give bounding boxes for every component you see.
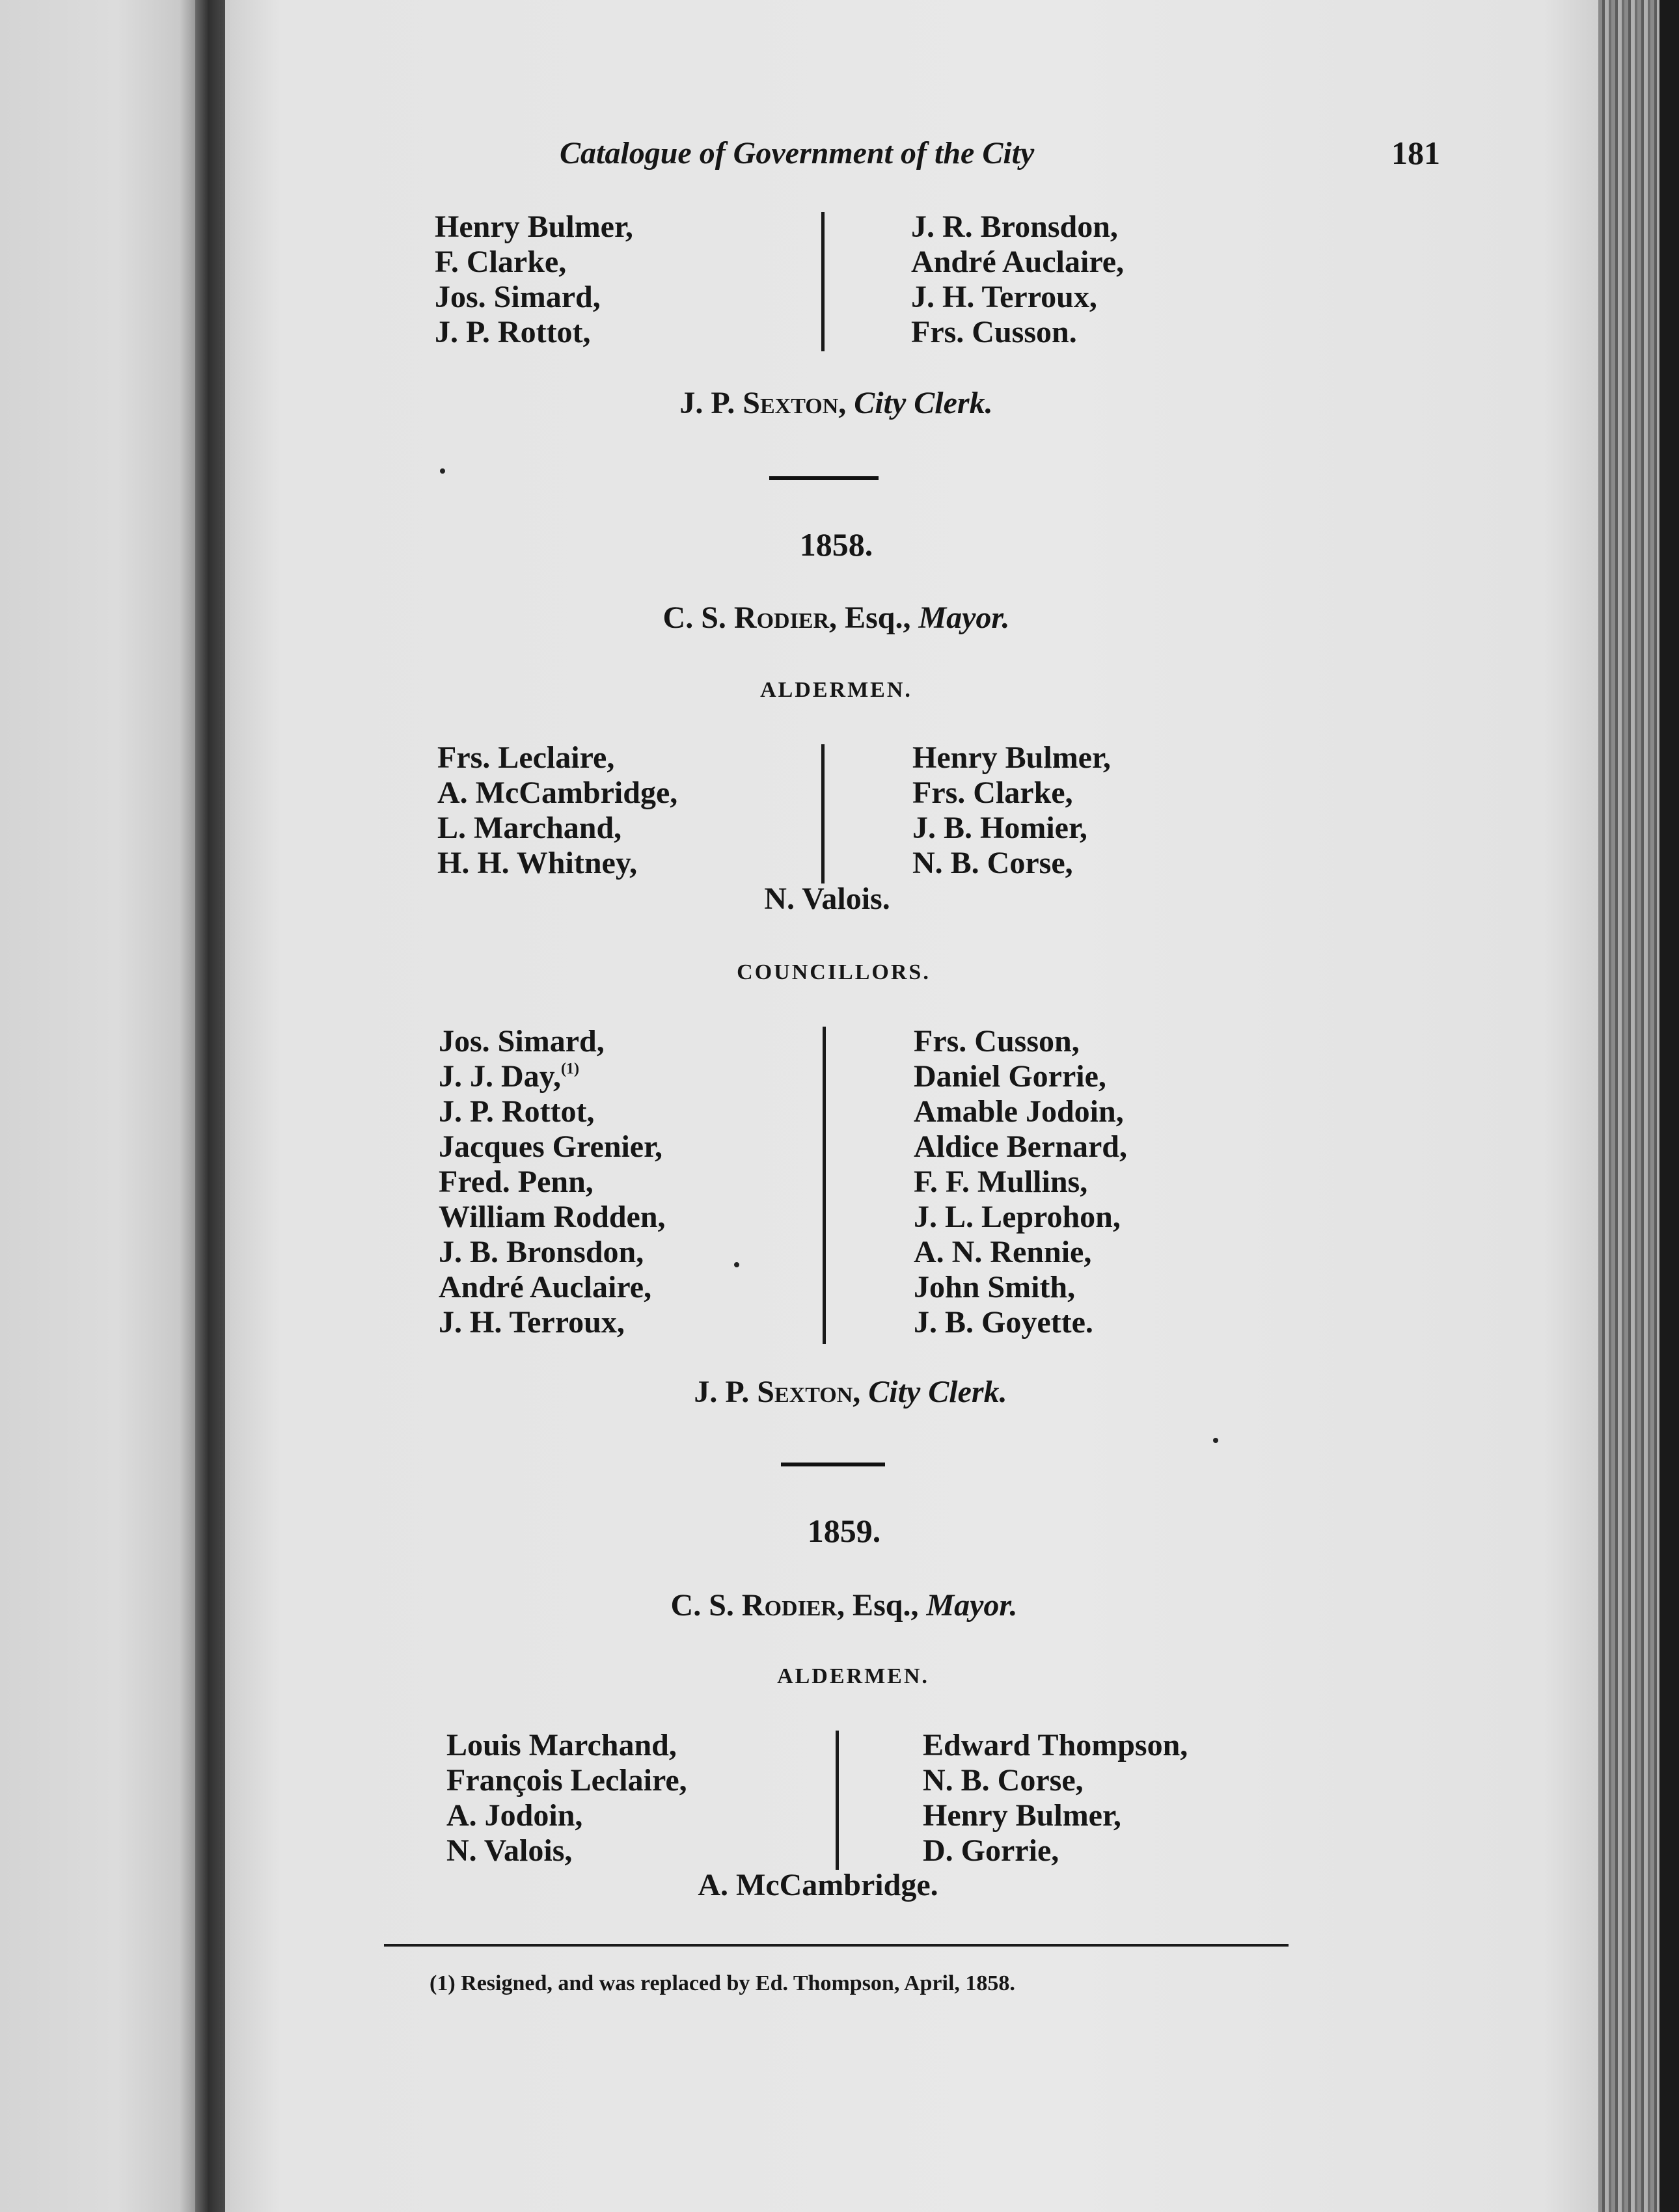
clerk-title: City Clerk.: [868, 1375, 1007, 1409]
name-item: J. H. Terroux,: [439, 1305, 625, 1340]
mayor-title: Mayor.: [926, 1588, 1018, 1623]
name-item: J. B. Homier,: [912, 811, 1087, 845]
year-heading-1858: 1858.: [799, 526, 873, 563]
name-item: Jacques Grenier,: [439, 1129, 662, 1164]
section-divider: [769, 476, 879, 480]
councillors-heading-1858: COUNCILLORS.: [737, 960, 931, 984]
top-left-names: [435, 209, 633, 350]
column-divider: [823, 1027, 826, 1344]
name-item: Jos. Simard,: [439, 1024, 605, 1059]
section-divider: [781, 1463, 885, 1466]
page-edges: [1598, 0, 1679, 2212]
clerk-name: J. P. Sexton,: [694, 1375, 861, 1409]
name-item: John Smith,: [914, 1270, 1076, 1304]
mayor-title: Mayor.: [918, 600, 1010, 635]
mayor-name: C. S. Rodier,: [670, 1588, 845, 1623]
name-item: Frs. Cusson,: [914, 1024, 1080, 1059]
mayor-esq: Esq.,: [853, 1588, 919, 1623]
ink-speck: [734, 1262, 739, 1267]
aldermen-heading-1858: ALDERMEN.: [760, 678, 912, 702]
name-item: J. R. Bronsdon,: [911, 209, 1118, 244]
name-item: L. Marchand,: [437, 811, 622, 845]
column-divider: [821, 212, 825, 351]
column-divider: [821, 744, 825, 883]
column-divider: [836, 1731, 839, 1870]
running-header: Catalogue of Government of the City: [560, 136, 1035, 170]
aldermen-right-1858: [912, 740, 1111, 881]
aldermen-left-1859: [446, 1728, 687, 1868]
aldermen-left-1858: [437, 740, 677, 881]
councillors-left-1858: [439, 1024, 666, 1340]
aldermen-right-1859: [923, 1728, 1188, 1868]
mayor-name: C. S. Rodier,: [662, 600, 838, 635]
ink-speck: [1213, 1438, 1218, 1443]
name-item: William Rodden,: [439, 1200, 666, 1234]
name-item: Frs. Clarke,: [912, 776, 1073, 810]
name-item: J. B. Goyette.: [914, 1305, 1093, 1340]
ink-speck: [440, 468, 445, 474]
name-item: Daniel Gorrie,: [914, 1059, 1106, 1094]
name-item: Frs. Cusson.: [911, 315, 1077, 349]
mayor-line-1858: [150, 600, 1523, 636]
name-item: J. B. Bronsdon,: [439, 1235, 644, 1269]
alderman-extra-1859: A. McCambridge.: [698, 1868, 938, 1902]
clerk-name: J. P. Sexton,: [679, 386, 847, 420]
name-item: N. Valois,: [446, 1833, 573, 1868]
name-item: André Auclaire,: [439, 1270, 652, 1304]
name-item: A. Jodoin,: [446, 1798, 583, 1833]
name-item: Henry Bulmer,: [435, 209, 633, 244]
name-item: J. H. Terroux,: [911, 280, 1097, 314]
name-item: Jos. Simard,: [435, 280, 601, 314]
name-item: Henry Bulmer,: [912, 740, 1111, 775]
name-item: Aldice Bernard,: [914, 1129, 1127, 1164]
name-item: Frs. Leclaire,: [437, 740, 615, 775]
name-item: Amable Jodoin,: [914, 1094, 1124, 1129]
city-clerk-line: [164, 1374, 1537, 1410]
name-item: Louis Marchand,: [446, 1728, 677, 1762]
name-item: J. P. Rottot,: [435, 315, 591, 349]
name-item: François Leclaire,: [446, 1763, 687, 1798]
name-item: F. F. Mullins,: [914, 1165, 1088, 1199]
name-item: André Auclaire,: [911, 245, 1125, 279]
page-number: 181: [1391, 135, 1440, 171]
name-item: H. H. Whitney,: [437, 846, 638, 880]
footnote-rule: [384, 1944, 1289, 1947]
name-item: J. J. Day,$^{(1)}$: [439, 1059, 579, 1094]
councillors-right-1858: [914, 1024, 1127, 1340]
clerk-title: City Clerk.: [854, 386, 993, 420]
name-item: Fred. Penn,: [439, 1165, 594, 1199]
top-right-names: [911, 209, 1124, 350]
mayor-esq: Esq.,: [845, 600, 911, 635]
name-item: J. P. Rottot,: [439, 1094, 595, 1129]
name-item: N. B. Corse,: [923, 1763, 1084, 1798]
aldermen-heading-1859: ALDERMEN.: [777, 1664, 929, 1688]
mayor-line-1859: [157, 1587, 1531, 1623]
name-item: A. N. Rennie,: [914, 1235, 1092, 1269]
city-clerk-line: [150, 385, 1523, 421]
name-item: F. Clarke,: [435, 245, 567, 279]
year-heading-1859: 1859.: [807, 1513, 881, 1549]
name-item: D. Gorrie,: [923, 1833, 1059, 1868]
name-item: J. L. Leprohon,: [914, 1200, 1121, 1234]
footnote-mark: (1): [561, 1060, 579, 1077]
name-item: Henry Bulmer,: [923, 1798, 1121, 1833]
name-item: Edward Thompson,: [923, 1728, 1188, 1762]
name-item: N. B. Corse,: [912, 846, 1073, 880]
footnote: (1) Resigned, and was replaced by Ed. Thompson, April, 1858.: [430, 1971, 1015, 1995]
name-item: A. McCambridge,: [437, 776, 678, 810]
alderman-extra-1858: N. Valois.: [764, 882, 890, 916]
